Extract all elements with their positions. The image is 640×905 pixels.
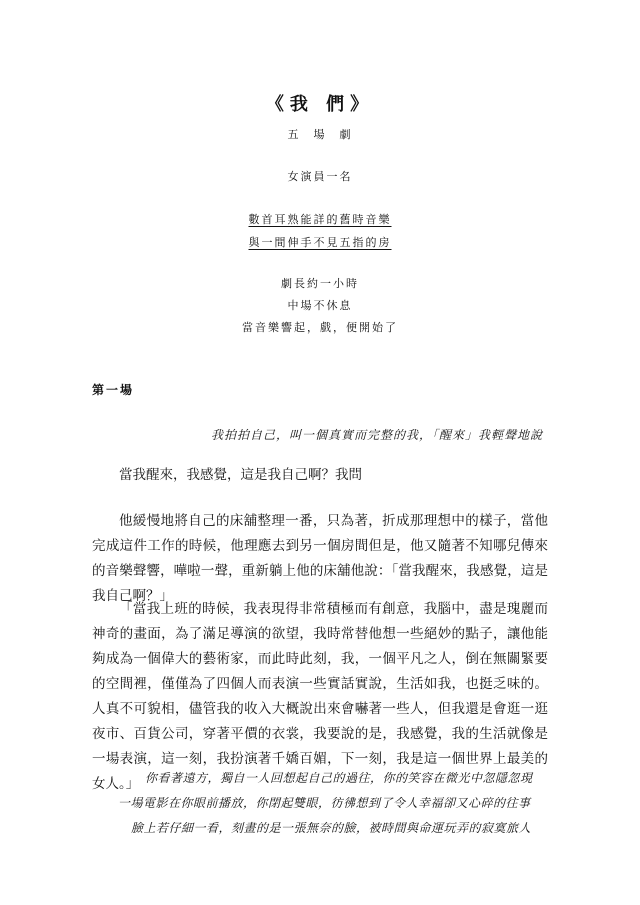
note-duration: 劇長約一小時 <box>281 277 359 290</box>
stage-direction: 我拍拍自己，叫一個真實而完整的我，「醒來」我輕聲地說 <box>210 428 543 442</box>
scene-heading: 第一場 <box>92 383 135 397</box>
closing-line-3: 臉上若仔細一看，刻畫的是一張無奈的臉，被時間與命運玩弄的寂寞旅人 <box>131 821 532 835</box>
note-start: 當音樂響起，戲，便開始了 <box>242 321 398 334</box>
props-line-1: 數首耳熟能詳的舊時音樂 <box>248 213 392 226</box>
closing-line-2: 一場電影在你眼前播放，你閉起雙眼，彷彿想到了令人幸福卻又心碎的往事 <box>118 796 531 810</box>
paragraph-3: 「當我上班的時候，我表現得非常積極而有創意，我腦中，盡是瑰麗而神奇的畫面，為了滿足導演的欲望，我時常替他想一些絕妙的點子，讓他能夠成為一個偉大的藝術家，而此時此刻，我，一個平凡之人，倒在無關緊要的空間裡，僅僅為了四個人而表演一些實話實說，生活如我，也挺乏味的。人真不可貌相，儘管我的收入大概說出來會嚇著一些人，但我還是會逛一逛夜市、百貨公司，穿著平價的衣裳，我要說的是，我感覺，我的生活就像是一場表演，這一刻，我扮演著千嬌百媚，下一刻，我是這一個世界上最美的女人。」 <box>92 601 548 792</box>
paragraph-2: 他緩慢地將自己的床舖整理一番，只為著，折成那理想中的樣子，當他完成這件工作的時候，他理應去到另一個房間但是，他又隨著不知哪兒傳來的音樂聲響，嘩啦一聲，重新躺上他的床舖他說：「當我醒來，我感覺，這是我自己啊？」 <box>92 513 548 604</box>
play-title: 《我 們》 <box>265 94 375 115</box>
closing-line-1: 你看著遠方，獨自一人回想起自己的過往，你的笑容在微光中忽隱忽現 <box>145 771 533 785</box>
cast-line: 女演員一名 <box>287 170 353 183</box>
paragraph-1: 當我醒來，我感覺，這是我自己啊？我問 <box>119 467 362 483</box>
note-intermission: 中場不休息 <box>287 299 353 312</box>
props-line-2: 與一間伸手不見五指的房 <box>248 236 392 249</box>
play-subtitle: 五 場 劇 <box>287 128 353 141</box>
